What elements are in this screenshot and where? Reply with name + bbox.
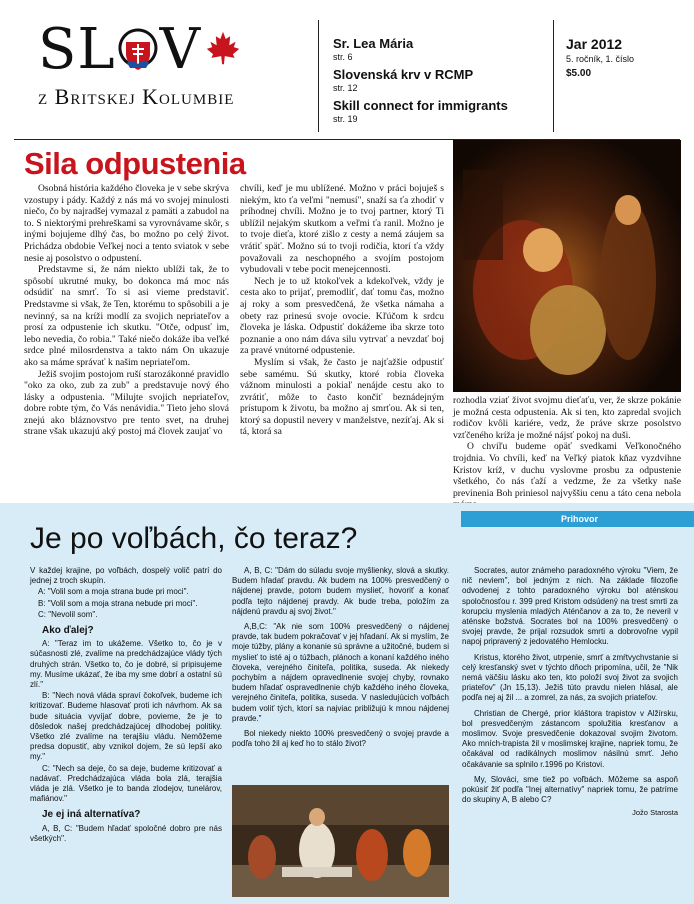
article-paragraph: Myslím si však, že často je najťažšie odpustiť sebe samému. Sú skutky, ktoré robia človeka vážnom minulosti a pokiaľ nenájde cestu ako to zvrátiť, môže to často končiť beznádejným prístupom k životu, ba možno aj smrťou. Ak si ten, ktorý sa dopustil nevery v manželstve, nezíťaj. Ak si tá, ktorá sa: [240, 356, 444, 438]
article-paragraph: rozhodla vziať život svojmu dieťaťu, ver, že skrze pokánie je možná cesta odpustenia. Ak si ten, kto zapredal svojich rodičov kvôli kariére, vedz, že práve skrze posolstvo vzťčeného kríža je možné nájsť pokoj na duši.: [453, 395, 681, 441]
opinion-paragraph: My, Slováci, sme tiež po voľbách. Môžeme sa aspoň pokúsiť žiť podľa "Inej alternatívy" napriek tomu, že patríme do skupiny A, B alebo C?: [462, 774, 678, 805]
toc-page: str. 19: [333, 114, 358, 124]
logo: [38, 17, 280, 132]
toc-title[interactable]: Sr. Lea Mária: [333, 36, 414, 51]
opinion-paragraph: A,B,C: "Ak nie som 100% presvedčený o nájdenej pravde, tak budem pokračovať v jej hľadaní. Ak si myslím, že moje túžby, plány a konanie sú správne a užitočné, budem si myslieť to isté aj o túžbach, plánoch a konaní každého iného človeka, verejného činiteľa, politika, suseda. Ak niekedy pochybím a nájdem opravedlnenie svojej chyby, rovnako budem hľadať ospravedlnenie chýb každého iného človeka, verejného činiteľa, politika, suseda. V nasledujúcich voľbách budem voliť tých, ktorí sa najviac približujú k mnou nájdenej pravde.": [232, 622, 449, 723]
opinion-column-2: [232, 566, 449, 750]
article-paragraph: Ježiš svojim postojom ruší starozákonné pravidlo "oko za oko, zub za zub" a predstavuje nový ého lásky a odpustenia. "Milujte svojich nepriateľov, dobre robte tým, čo Vás nenávidia." Tieto jeho slová znejú ako bláznovstvo pre tento svet, na druhej strane však ukazujú aký postoj má človek zaujať vo: [24, 368, 229, 438]
article-title: Sila odpustenia: [24, 146, 246, 181]
masthead-divider-2: [553, 20, 554, 132]
opinion-paragraph: Socrates, autor známeho paradoxného výroku "Viem, že nič neviem", bol jedným z nich. Na základe filozofie odvodenej z tohto paradoxného výroku bol aténskou spoločnosťou r. 399 pred Kristom odsúdený na trest smrti za korupciu myslenia mladých Aténčanov a za to, že neveril v aténske božstvá. Socrates bol na 100% presvedčený o svojej pravde, že prijal rozsudok smrti a dobrovoľne vypil napoj pripravený z jedovatého Hemlocku.: [462, 566, 678, 647]
painting-image: [453, 140, 681, 392]
option-b: B: "Volil som a moja strana nebude pri moci".: [38, 598, 198, 608]
opinion-paragraph: A: "Teraz im to ukážeme. Všetko to, čo je v súčasnosti zlé, zvalíme na predchádzajúce vlády tých druhých strán. Všetko to, čo je dobré, si pripisujeme my. Musíme ukázať, že iba my sme dobrí a ostatní sú zlí.": [30, 639, 222, 690]
slovak-crest-icon: [118, 28, 158, 74]
opinion-paragraph: C: "Nech sa deje, čo sa deje, budeme kritizovať a nadávať. Predchádzajúca vláda bola zlá, terajšia vláda je zlá. Všetko je to banda zlodejov, tunelárov, mafiánov.": [30, 763, 222, 804]
toc-page: str. 6: [333, 52, 353, 62]
opinion-paragraph: Kristus, ktorého život, utrpenie, smrť a zmŕtvychvstanie si celý kresťanský svet v týchto dňoch pripomína, učil, že "Nik nemá väčšiu lásku ako ten, kto položí svoj život za svojich priateľov" (Jn 15,13). Ježiš túto pravdu nielen hlásal, ale podľa nej aj žil ... a zomrel, za nás, za svojich priateľov.: [462, 652, 678, 703]
toc-title[interactable]: Slovenská krv v RCMP: [333, 67, 474, 82]
opinion-paragraph: A, B, C: "Dám do súladu svoje myšlienky, slová a skutky. Budem hľadať pravdu. Ak budem na 100% presvedčený o nájdenej pravde, potom budem myslieť, hovoriť a konať podľa tejto nájdenej pravdy. Ak bude treba, položím za nájdenú pravdu aj svoj život.": [232, 566, 449, 616]
issue-volume: 5. ročník, 1. číslo: [566, 54, 635, 64]
opinion-paragraph: A, B, C: "Budem hľadať spoločné dobro pre nás všetkých".: [30, 823, 222, 843]
opinion-title: Je po voľbách, čo teraz?: [30, 522, 358, 555]
painting-image: [232, 785, 449, 897]
article-paragraph: chvíli, keď je mu ublížené. Možno v práci bojuješ s niekým, kto ťa veľmi "nemusí", snaží sa ťa zhodiť v príhodnej chvíli. Možno je to tvoj partner, ktorý Ti ublížil nejakým skutkom a veľmi ťa ranil. Možno je to tvoje dieťa, ktoré zišlo z cesty a nemá záujem sa vrátiť späť. Možno sú to tvoji rodičia, ktorí ťa vždy považovali za neschopného a svojím postojom vybudovali v tebe pocit menejcennosti.: [240, 183, 444, 276]
opinion-paragraph: Bol niekedy niekto 100% presvedčený o svojej pravde a podľa toho žil aj keď ho to stálo život?: [232, 729, 449, 749]
logo-letter-v: V: [159, 17, 202, 82]
subheading: Je ej iná alternatíva?: [42, 809, 141, 821]
masthead-divider-1: [318, 20, 319, 132]
issue-price: $5.00: [566, 68, 592, 79]
prodigal-son-painting: [453, 140, 681, 392]
article-paragraph: Predstavme si, že nám niekto ublíži tak, že to spôsobí ukrutné muky, bo dokonca má moc nás odsúdiť na smrť. To si asi vieme predstaviť. Predstavme si však, že Ten, ktorému to spôsobili a je nevinný, sa na kríži modlí za svojich nepriateľov a prosí za odpustenie ich skutku. "Otče, odpusť im, lebo nevedia, čo robia." Také niečo dokáže iba veľké srdce plné milosrdenstva a takto nám On ukazuje ako sa máme správať k našim nepriateľom.: [24, 264, 229, 368]
toc-page: str. 12: [333, 83, 358, 93]
opinion-paragraph: B: "Nech nová vláda spraví čokoľvek, budeme ich kritizovať. Budeme hlasovať proti ich návrhom. Ak sa bude situácia vyvíjať dobre, povieme, že je to dôsledok našej predchádzajúcej dlhodobej politiky. Všetko zlé zvalíme na terajšiu vládu. Nemôžeme predsa dopustiť, aby vznikol dojem, že sú lepší ako my.": [30, 691, 222, 762]
article-paragraph: O chvíľu budeme opäť svedkami Veľkonočného trojdnia. Vo chvíli, keď na Veľký piatok kňaz vyzdvihne Kristov kríž, v duchu vyslovme prosbu za odpustenie všetkého, čo nás ťaží a vedzme, že za všetky naše previnenia Boh priniesol najvyššiu cenu a táto cena nebola: [453, 441, 681, 499]
article-column-2: [240, 183, 444, 438]
opinion-column-3: [462, 566, 678, 819]
option-a: A: "Volil som a moja strana bude pri moci".: [38, 587, 189, 597]
article-paragraph: Osobná história každého človeka je v sebe skrýva vzostupy i pády. Každý z nás má vo svojej minulosti niečo, čo by najradšej vymazal z pamäti a zabudol na to. S niektorými prehreškami sa vyrovnávame skôr, s inými bojujeme dlhý čas, bo možno po celý život. Prichádza obdobie Veľkej noci a tento sviatok v sebe nesie aj posolstvo o odpustení.: [24, 183, 230, 264]
option-c: C: "Nevolil som".: [38, 609, 98, 619]
opinion-author: Jožo Starosta: [632, 808, 678, 818]
opinion-column-1: [30, 566, 222, 845]
article-paragraph: Nech je to už ktokoľvek a kdekoľvek, vždy je cesta ako to prijať, premodliť, dať tomu čas, možno aj roky a som presvedčená, že všetka námaha a obety raz prinesú svoje ovocie. Kľúčom k srdcu človeka je láska. Odpustiť dokážeme iba skrze toto poznanie a ono nám dáva silu vytrvať a nevzdať boj za pravé vnútorné odpustenie.: [240, 275, 444, 357]
death-of-socrates-painting: [232, 785, 449, 897]
masthead: [0, 0, 694, 140]
toc-title[interactable]: Skill connect for immigrants: [333, 98, 508, 113]
subheading: Ako ďalej?: [42, 625, 94, 637]
logo-letter-s: S: [38, 17, 78, 82]
section-tag: Prihovor: [461, 511, 694, 527]
article-column-1: [24, 183, 229, 438]
maple-leaf-icon: [205, 30, 241, 66]
issue-date: Jar 2012: [566, 36, 623, 52]
table-of-contents: [333, 36, 533, 129]
issue-info: [566, 36, 634, 79]
logo-subtitle: z Britskej Kolumbie: [38, 84, 235, 109]
opinion-paragraph: Christian de Chergé, prior kláštora trapistov v Alžírsku, bol presvedčeným zástancom spolužitia kresťanov a moslimov. Svoje presvedčenie dokazoval svojim životom. Ako mních-trapista žil v moslimskej krajine, napriek tomu, že očakával od radikálnych moslimov násilnú smrť. Jeho očakávanie sa splnilo r.1996 po Kristovi.: [462, 708, 678, 769]
logo-letter-l: L: [77, 17, 116, 82]
opinion-intro: V každej krajine, po voľbách, dospelý volič patrí do jednej z troch skupín.: [30, 566, 222, 586]
